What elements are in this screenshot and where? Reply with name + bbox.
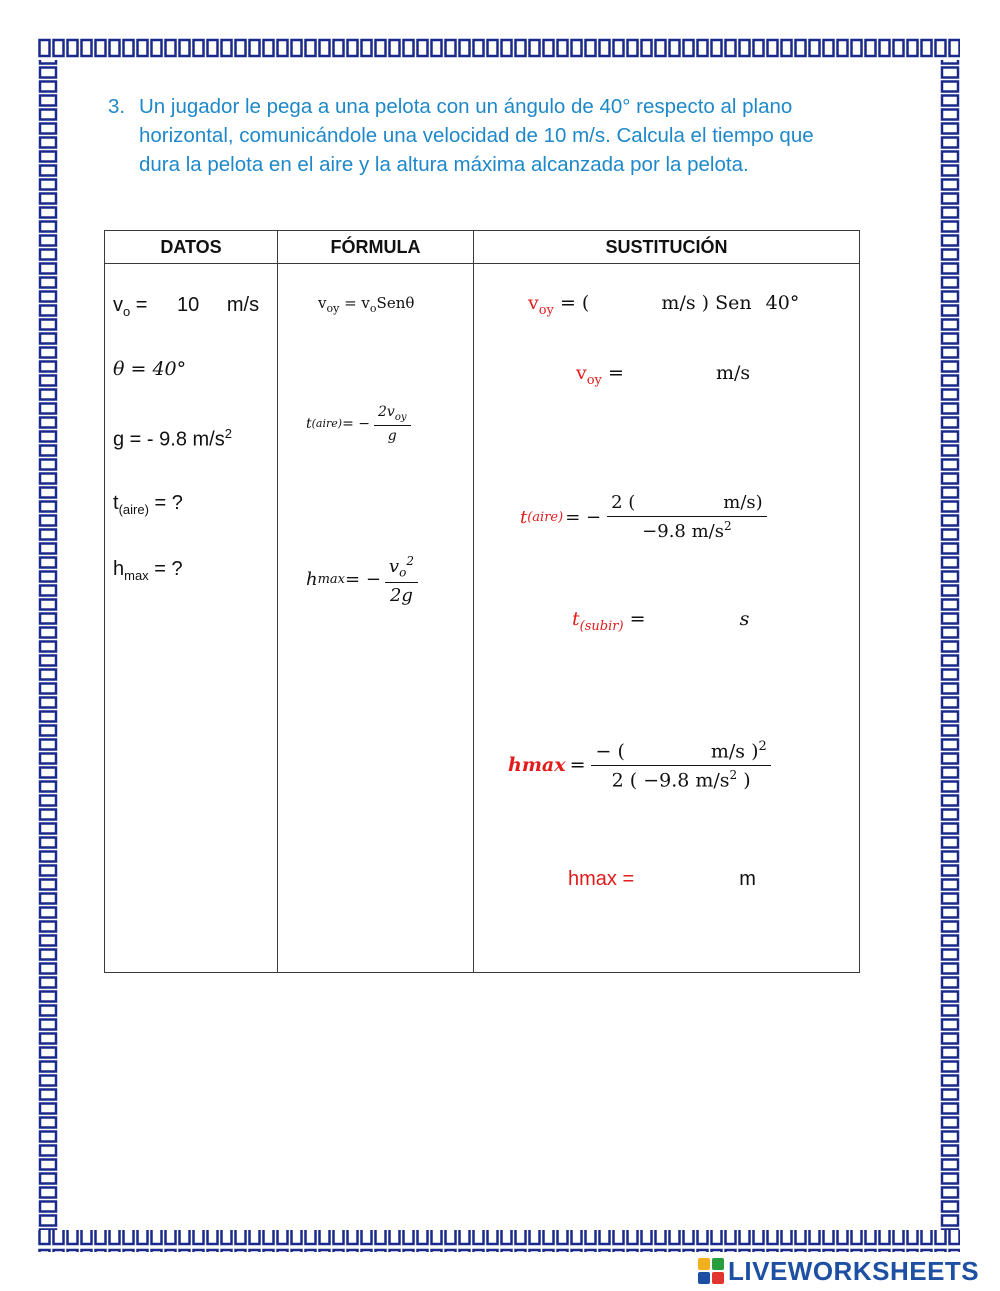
datos-t <box>113 492 183 517</box>
s-voy1-eq: = ( <box>553 292 590 314</box>
vo-equals: = <box>130 294 148 316</box>
f-voy-sub: oy <box>326 302 340 315</box>
sust-hmax1 <box>508 739 771 792</box>
f-h-sub: max <box>317 572 346 588</box>
s-tsubir-sub: (subir) <box>579 618 624 634</box>
f-vo-sub: o <box>369 302 377 315</box>
s-t-denominator <box>638 517 735 542</box>
vo-value: 10 <box>177 294 200 316</box>
s-t-sub: (aire) <box>527 509 564 525</box>
s-tsubir-unit: s <box>739 608 750 630</box>
f-h-num-text: v <box>388 556 400 577</box>
sust-taire <box>520 492 767 542</box>
logo-wordmark: LIVEWORKSHEETS <box>728 1255 980 1286</box>
hmax2-answer-blank[interactable] <box>640 869 734 891</box>
hmax1-answer-blank[interactable] <box>625 741 711 763</box>
s-t-numerator <box>607 492 767 517</box>
badge-square-3 <box>698 1272 710 1284</box>
s-hmax1-eq: = <box>569 754 586 777</box>
s-hmax1-den-close: ) <box>737 769 751 792</box>
formula-voy <box>318 294 414 315</box>
h-subscript: max <box>124 568 149 583</box>
s-t-den-text: −9.8 m/s <box>642 521 724 542</box>
t-subscript: (aire) <box>118 502 149 517</box>
formula-hmax <box>306 554 418 606</box>
formula-cell <box>278 264 474 973</box>
datos-vo <box>113 294 259 319</box>
h-symbol: h <box>113 558 125 580</box>
s-hmax1-num-exp: 2 <box>758 739 767 754</box>
s-hmax1-numerator <box>591 739 770 766</box>
vo-symbol: v <box>113 294 123 316</box>
f-h-numerator <box>385 554 418 583</box>
taire-answer-blank[interactable] <box>635 492 723 514</box>
s-voy1-sub: oy <box>538 302 554 318</box>
g-exponent: 2 <box>224 426 232 441</box>
datos-h <box>113 558 183 583</box>
tsubir-answer-blank[interactable] <box>652 609 734 631</box>
f-t-eq: = − <box>342 415 370 432</box>
problem-text: Un jugador le pega a una pelota con un ángulo de 40° respecto al plano horizontal, comunicándole una velocidad de 10 m/s. Calcula el tiempo que dura la pelota en el aire y la altura máxima alcanzada por la pelota. <box>139 95 814 176</box>
sustitucion-cell <box>474 264 860 973</box>
f-t-num-text: 2v <box>378 404 395 420</box>
s-tsubir-eq: = <box>623 608 646 630</box>
s-hmax2-unit: m <box>739 868 756 890</box>
f-h-eq: = − <box>345 569 381 591</box>
s-voy1-symbol: v <box>528 292 539 314</box>
s-voy1-angle: 40° <box>765 292 800 314</box>
s-hmax2-label: hmax = <box>568 868 635 890</box>
table-body-row <box>105 264 860 973</box>
sust-voy1 <box>528 292 799 318</box>
badge-square-2 <box>712 1258 724 1270</box>
s-hmax1-denominator <box>608 766 755 791</box>
problem-statement <box>108 92 848 179</box>
header-sustitucion: SUSTITUCIÓN <box>474 231 860 264</box>
t-symbol: t <box>113 492 119 514</box>
vo-subscript: o <box>123 304 131 319</box>
voy1-answer-blank[interactable] <box>595 293 655 315</box>
f-t-symbol: t <box>306 415 312 432</box>
problem-number: 3. <box>108 95 126 118</box>
sust-voy2 <box>576 362 750 388</box>
s-hmax1-symbol: hmax <box>508 754 566 777</box>
s-voy2-eq: = <box>601 362 624 384</box>
h-question: = ? <box>148 558 183 580</box>
f-t-num-sub: oy <box>394 411 407 423</box>
f-t-sub: (aire) <box>311 417 343 431</box>
f-sen: Senθ <box>376 294 415 312</box>
f-voy-eq: = v <box>339 294 370 312</box>
s-t-eq: = − <box>565 506 602 528</box>
g-text: g = - 9.8 m/s <box>113 428 225 451</box>
s-voy1-unit: m/s ) Sen <box>661 292 752 314</box>
s-t-num-a: 2 ( <box>611 492 636 513</box>
s-hmax1-den-text: 2 ( −9.8 m/s <box>611 769 730 792</box>
s-tsubir-symbol: t <box>572 608 580 630</box>
f-h-fraction <box>385 554 418 606</box>
liveworksheets-logo <box>698 1257 979 1285</box>
datos-g <box>113 426 232 452</box>
formula-taire <box>306 404 411 444</box>
sust-hmax2 <box>568 868 756 891</box>
s-voy2-symbol: v <box>576 362 587 384</box>
s-t-den-exp: 2 <box>723 519 732 533</box>
s-t-fraction <box>607 492 767 542</box>
s-voy2-sub: oy <box>586 372 602 388</box>
f-t-denominator: g <box>387 427 397 444</box>
s-t-symbol: t <box>520 506 528 528</box>
f-h-denominator: 2g <box>389 584 413 606</box>
badge-square-1 <box>698 1258 710 1270</box>
f-t-numerator <box>374 404 411 426</box>
table-header-row <box>105 231 860 264</box>
badge-square-4 <box>712 1272 724 1284</box>
header-formula: FÓRMULA <box>278 231 474 264</box>
datos-theta: θ = 40° <box>113 358 187 380</box>
voy2-answer-blank[interactable] <box>630 363 710 385</box>
f-h-num-exp: 2 <box>406 554 414 568</box>
s-hmax1-fraction <box>591 739 770 792</box>
logo-badge-icon <box>698 1258 724 1284</box>
s-voy2-unit: m/s <box>715 362 751 384</box>
f-voy-symbol: v <box>318 294 327 312</box>
t-question: = ? <box>148 492 183 514</box>
f-h-symbol: h <box>306 569 318 591</box>
vo-unit: m/s <box>226 294 260 316</box>
sust-tsubir <box>572 608 749 634</box>
s-hmax1-num-b: m/s ) <box>710 740 759 763</box>
datos-cell <box>105 264 278 973</box>
s-hmax1-num-a: − ( <box>595 740 625 763</box>
s-hmax1-den-exp: 2 <box>729 768 738 783</box>
s-t-num-b: m/s) <box>723 492 763 513</box>
header-datos: DATOS <box>105 231 278 264</box>
f-t-fraction <box>374 404 411 444</box>
work-table <box>104 230 860 973</box>
f-h-num-sub: o <box>399 565 407 580</box>
